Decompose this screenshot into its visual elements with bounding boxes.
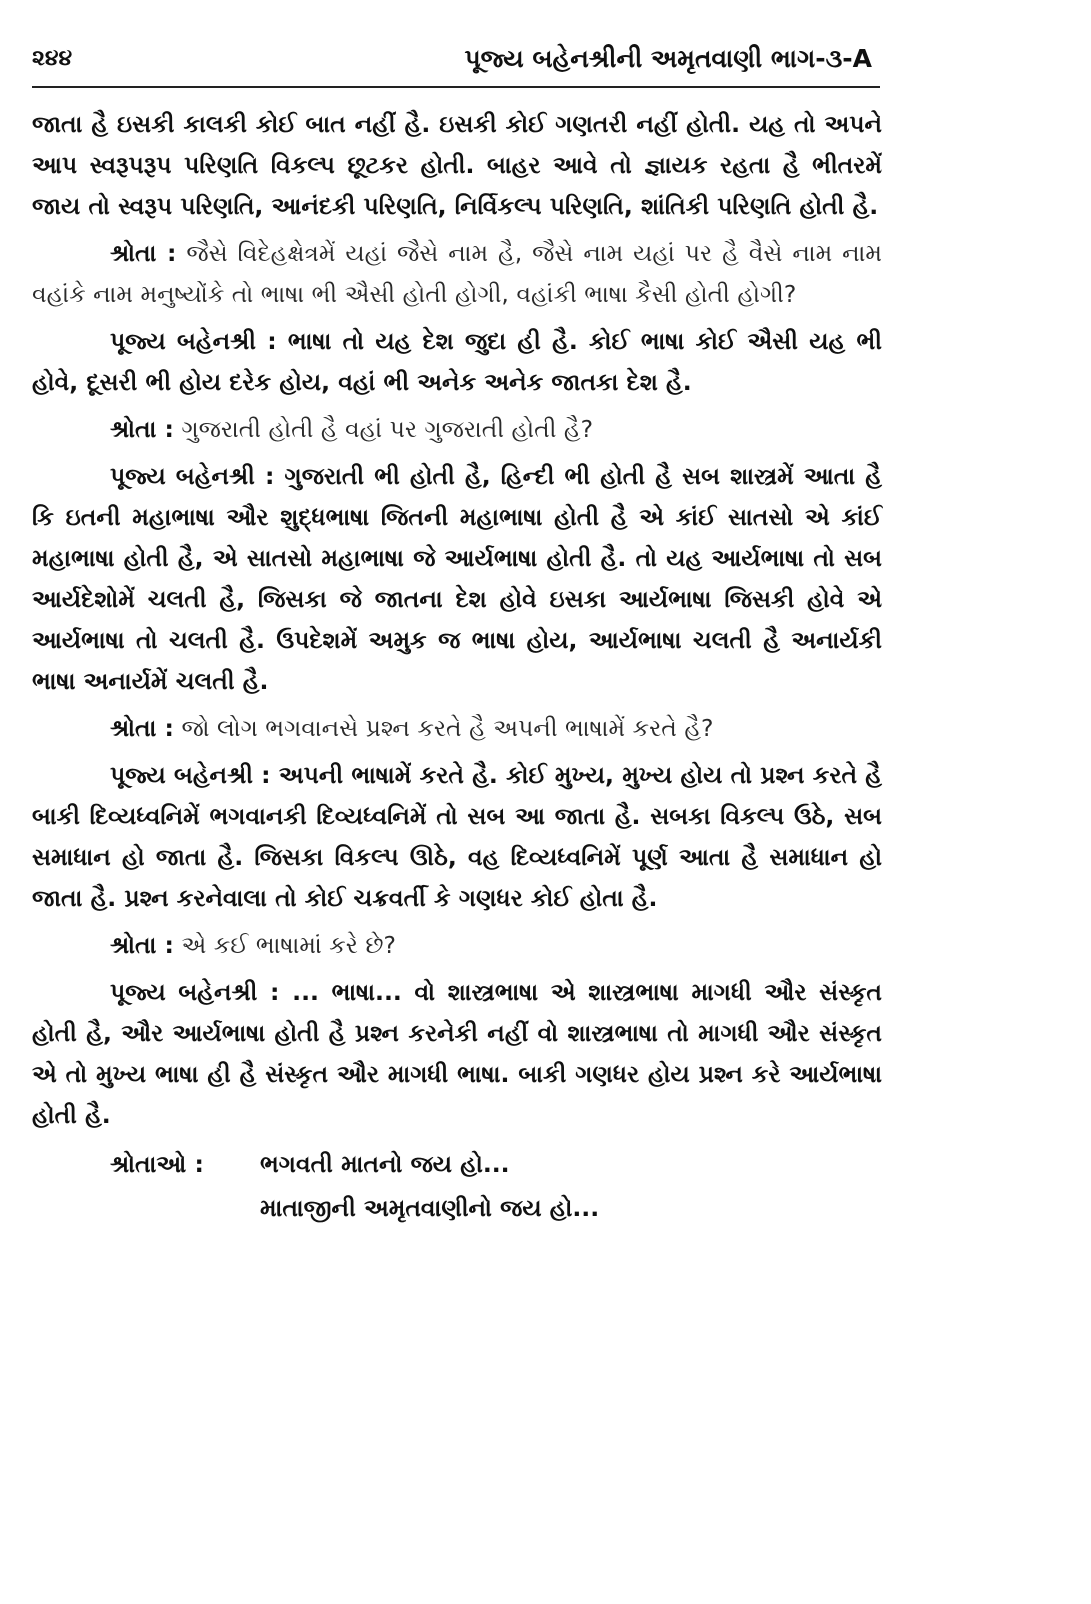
- closing-line-2: માતાજીની અમૃતવાણીનો જય હો...: [260, 1194, 600, 1222]
- answer-paragraph: [32, 456, 882, 702]
- closing-row: [32, 1142, 882, 1186]
- answer-text: ભાષા તો યહ દેશ જુદા હી હૈ. કોઈ ભાષા કોઈ ઐસી યહ ભી હોવે, દૂસરી ભી હોય દરેક હોય, વહાં ભી અનેક અનેક જાતકા દેશ હૈ.: [32, 327, 882, 396]
- closing-row: [32, 1186, 882, 1230]
- answer-text: ગુજરાતી ભી હોતી હૈ, હિન્દી ભી હોતી હૈ સબ શાસ્ત્રમેં આતા હૈ કિ ઇતની મહાભાષા ઔર શુદ્ધભાષા જિતની મહાભાષા હોતી હૈ એ કાંઈ સાતસો એ કાંઈ મહાભાષા હોતી હૈ, એ સાતસો મહાભાષા જે આર્યભાષા હોતી હૈ. તો યહ આર્યભાષા તો સબ આર્યદેશોમેં ચલતી હૈ, જિસકા જે જાતના દેશ હોવે ઇસકા આર્યભાષા જિસકી હોવે એ આર્યભાષા તો ચલતી હૈ. ઉપદેશમેં અમુક જ ભાષા હોય, આર્યભાષા ચલતી હૈ અનાર્યકી ભાષા અનાર્યમેં ચલતી હૈ.: [32, 462, 882, 695]
- paragraph-text: જાતા હૈ ઇસકી કાલકી કોઈ બાત નહીં હૈ. ઇસકી કોઈ ગણતરી નહીં હોતી. યહ તો અપને આપ સ્વરૂપરૂપ પરિણતિ વિકલ્પ છૂટકર હોતી. બાહર આવે તો જ્ઞાયક રહતા હૈ ભીતરમેં જાય તો સ્વરૂપ પરિણતિ, આનંદકી પરિણતિ, નિર્વિકલ્પ પરિણતિ, શાંતિકી પરિણતિ હોતી હૈ.: [32, 110, 882, 220]
- question-text: જૈસે વિદેહક્ષેત્રમેં યહાં જૈસે નામ હૈ, જૈસે નામ યહાં પર હૈ વૈસે નામ નામ વહાંકે નામ મનુષ્યોંકે તો ભાષા ભી ઐસી હોતી હોગી, વહાંકી ભાષા કૈસી હોતી હોગી?: [32, 239, 882, 308]
- listener-question: [32, 708, 882, 749]
- answer-paragraph: [32, 755, 882, 919]
- speaker-label: પૂજ્ય બહેનશ્રી :: [110, 978, 280, 1006]
- page-number: ૨૪૪: [32, 46, 73, 71]
- question-text: ગુજરાતી હોતી હૈ વહાં પર ગુજરાતી હોતી હૈ?: [181, 415, 594, 443]
- closing-line-1: ભગવતી માતનો જય હો...: [260, 1150, 510, 1178]
- closing-speaker-label: શ્રોતાઓ :: [110, 1150, 204, 1178]
- speaker-label: શ્રોતા :: [110, 714, 174, 742]
- listener-question: [32, 233, 882, 315]
- answer-text: અપની ભાષામેં કરતે હૈ. કોઈ મુખ્ય, મુખ્ય હોય તો પ્રશ્ન કરતે હૈ બાકી દિવ્યધ્વનિમેં ભગવાનકી દિવ્યધ્વનિમેં તો સબ આ જાતા હૈ. સબકા વિકલ્પ ઉઠે, સબ સમાધાન હો જાતા હૈ. જિસકા વિકલ્પ ઊઠે, વહ દિવ્યધ્વનિમેં પૂર્ણ આતા હૈ સમાધાન હો જાતા હૈ. પ્રશ્ન કરનેવાલા તો કોઈ ચક્રવર્તી કે ગણધર કોઈ હોતા હૈ.: [32, 761, 883, 912]
- speaker-label: પૂજ્ય બહેનશ્રી :: [110, 327, 277, 355]
- answer-paragraph: [32, 972, 882, 1136]
- question-text: જો લોગ ભગવાનસે પ્રશ્ન કરતે હૈ અપની ભાષામેં કરતે હૈ?: [181, 714, 714, 742]
- answer-paragraph: [32, 321, 882, 403]
- speaker-label: શ્રોતા :: [110, 239, 177, 267]
- running-title: પૂજ્ય બહેનશ્રીની અમૃતવાણી ભાગ-૩-A: [464, 44, 872, 73]
- speaker-label: પૂજ્ય બહેનશ્રી :: [110, 462, 275, 490]
- listener-question: [32, 409, 882, 450]
- speaker-label: શ્રોતા :: [110, 415, 174, 443]
- listener-question: [32, 925, 882, 966]
- continuation-paragraph: [32, 104, 882, 227]
- page-body: [32, 104, 882, 1230]
- closing-spacer: [32, 1186, 260, 1230]
- answer-text: ... ભાષા... વો શાસ્ત્રભાષા એ શાસ્ત્રભાષા માગધી ઔર સંસ્કૃત હોતી હૈ, ઔર આર્યભાષા હોતી હૈ પ્રશ્ન કરનેકી નહીં વો શાસ્ત્રભાષા તો માગધી ઔર સંસ્કૃત એ તો મુખ્ય ભાષા હી હૈ સંસ્કૃત ઔર માગધી ભાષા. બાકી ગણધર હોય પ્રશ્ન કરે આર્યભાષા હોતી હૈ.: [32, 978, 883, 1129]
- question-text: એ કઈ ભાષામાં કરે છે?: [181, 931, 397, 959]
- closing-chant: [32, 1142, 882, 1230]
- page-header: [32, 40, 880, 88]
- speaker-label: શ્રોતા :: [110, 931, 174, 959]
- speaker-label: પૂજ્ય બહેનશ્રી :: [110, 761, 271, 789]
